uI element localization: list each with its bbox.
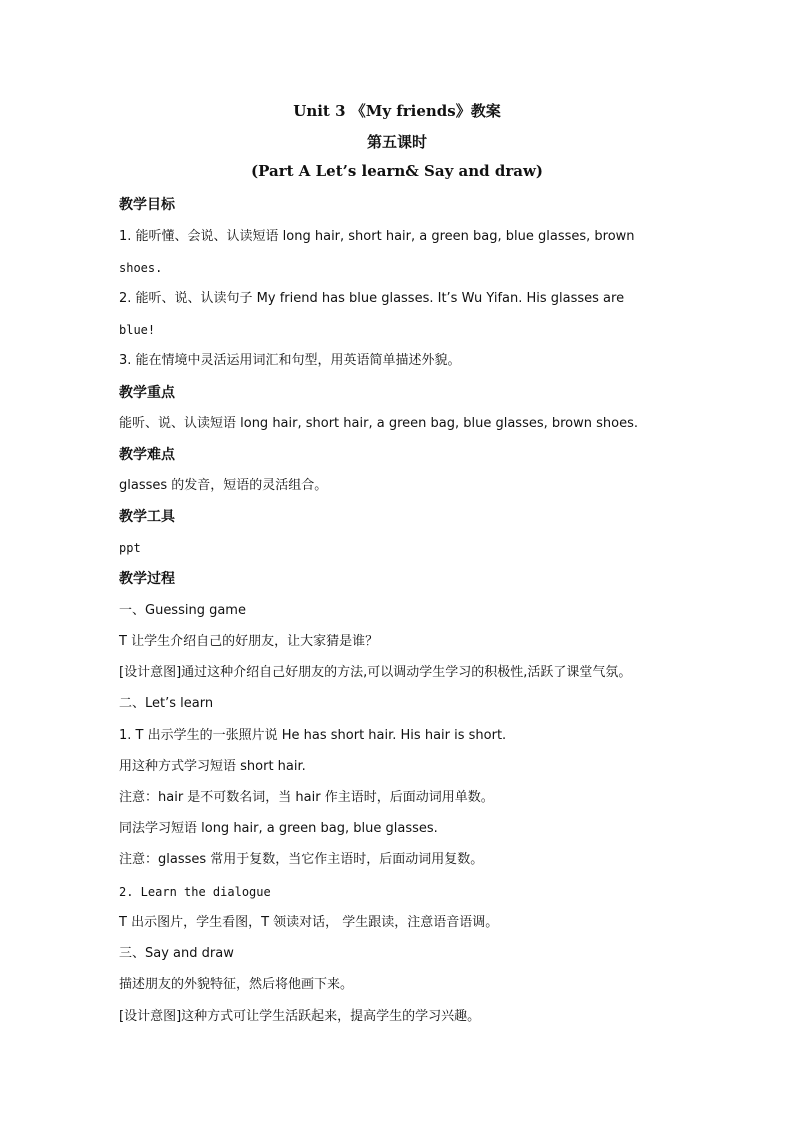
objective-1-line-2: shoes. bbox=[119, 261, 163, 275]
process-line-3: [设计意图]通过这种介绍自己好朋友的方法,可以调动学生学习的积极性,活跃了课堂气氛。 bbox=[119, 665, 632, 680]
process-line-8: 同法学习短语 long hair, a green bag, blue glasses. bbox=[119, 821, 438, 836]
lesson-part: (Part A Let’s learn& Say and draw) bbox=[251, 162, 543, 180]
objective-2-line-2: blue! bbox=[119, 323, 156, 337]
process-line-4: 二、Let’s learn bbox=[119, 696, 214, 711]
process-line-10: 2. Learn the dialogue bbox=[119, 885, 271, 899]
key-points-text: 能听、说、认读短语 long hair, short hair, a green bag, blue glasses, brown shoes. bbox=[119, 416, 639, 431]
tools-heading: 教学工具 bbox=[119, 509, 175, 525]
key-points-heading: 教学重点 bbox=[119, 385, 175, 401]
process-line-9: 注意：glasses 常用于复数，当它作主语时，后面动词用复数。 bbox=[119, 852, 484, 867]
process-line-11: T 出示图片，学生看图，T 领读对话， 学生跟读，注意语音语调。 bbox=[119, 915, 499, 930]
process-line-12: 三、Say and draw bbox=[119, 946, 234, 961]
difficult-points-text: glasses 的发音，短语的灵活组合。 bbox=[119, 478, 328, 493]
process-line-13: 描述朋友的外貌特征，然后将他画下来。 bbox=[119, 977, 354, 992]
process-line-1: 一、Guessing game bbox=[119, 603, 246, 618]
objective-2-line-1: 2. 能听、说、认读句子 My friend has blue glasses. It’s Wu Yifan. His glasses are bbox=[119, 291, 625, 306]
process-line-5: 1. T 出示学生的一张照片说 He has short hair. His hair is short. bbox=[119, 728, 507, 743]
process-line-2: T 让学生介绍自己的好朋友，让大家猜是谁？ bbox=[119, 634, 379, 649]
process-line-6: 用这种方式学习短语 short hair. bbox=[119, 759, 306, 774]
process-line-7: 注意：hair 是不可数名词，当 hair 作主语时，后面动词用单数。 bbox=[119, 790, 494, 805]
objectives-heading: 教学目标 bbox=[119, 197, 175, 213]
document-title: Unit 3 《My friends》教案 bbox=[293, 102, 501, 120]
objective-1-line-1: 1. 能听懂、会说、认读短语 long hair, short hair, a green bag, blue glasses, brown bbox=[119, 229, 635, 244]
difficult-points-heading: 教学难点 bbox=[119, 447, 175, 463]
lesson-number: 第五课时 bbox=[366, 133, 427, 151]
tools-text: ppt bbox=[119, 541, 141, 555]
process-line-14: [设计意图]这种方式可让学生活跃起来，提高学生的学习兴趣。 bbox=[119, 1009, 481, 1024]
objective-3: 3. 能在情境中灵活运用词汇和句型，用英语简单描述外貌。 bbox=[119, 353, 461, 368]
process-heading: 教学过程 bbox=[119, 571, 175, 587]
